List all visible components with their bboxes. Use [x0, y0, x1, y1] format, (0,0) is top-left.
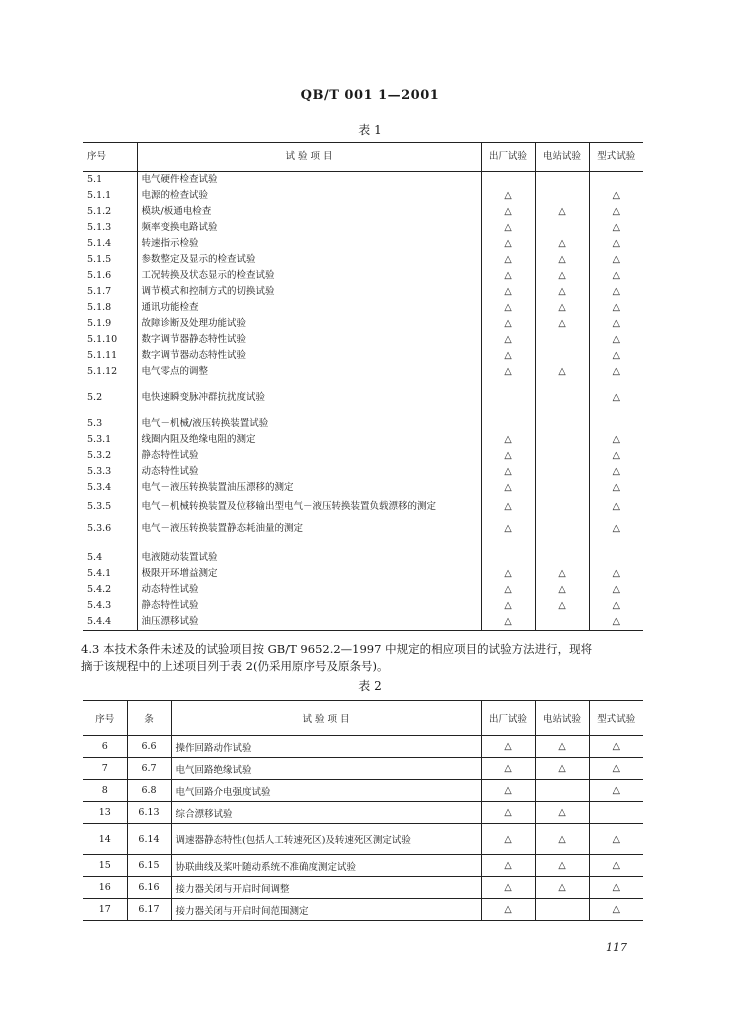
- row-factory-mark: △: [481, 582, 535, 598]
- table-row: [83, 582, 643, 598]
- row-type-mark: △: [589, 899, 643, 921]
- row-type-mark: △: [612, 482, 620, 493]
- row-number: 5.1.12: [83, 364, 137, 380]
- row-factory-mark: △: [481, 448, 535, 464]
- row-station-mark: [535, 518, 589, 540]
- row-clause: 6.8: [127, 780, 171, 802]
- row-factory-mark: △: [481, 877, 535, 899]
- row-number: 13: [83, 802, 127, 824]
- row-number: 5.1.9: [83, 316, 137, 332]
- row-type-mark: [589, 172, 643, 189]
- row-station-mark: [535, 496, 589, 518]
- row-factory-mark: △: [481, 518, 535, 540]
- row-type-mark: △: [612, 466, 620, 477]
- row-type-mark: △: [612, 318, 620, 329]
- table-row: [83, 824, 643, 855]
- row-factory-mark: [481, 390, 535, 406]
- row-type-mark: △: [612, 238, 620, 249]
- table1-caption: 表 1: [358, 123, 382, 137]
- row-type-mark: △: [612, 501, 620, 512]
- row-number: 5.4: [83, 550, 137, 566]
- row-factory-mark: △: [481, 220, 535, 236]
- row-item: 数字调节器静态特性试验: [137, 332, 481, 348]
- row-type-mark: △: [589, 780, 643, 802]
- row-number: 5.1.2: [83, 204, 137, 220]
- row-item: 频率变换电路试验: [137, 220, 481, 236]
- row-number: 5.1.8: [83, 300, 137, 316]
- row-station-mark: △: [535, 204, 589, 220]
- row-type-mark: △: [589, 877, 643, 899]
- table2-header-row: [83, 701, 643, 736]
- row-item: 电气回路绝缘试验: [171, 758, 481, 780]
- table-row: [83, 364, 643, 380]
- row-type-mark: △: [612, 206, 620, 217]
- row-item: 电气硬件检查试验: [137, 172, 481, 189]
- row-item: 电源的检查试验: [137, 188, 481, 204]
- row-station-mark: [535, 416, 589, 432]
- row-item: 故障诊断及处理功能试验: [137, 316, 481, 332]
- table-row: [83, 432, 643, 448]
- row-type-mark: [589, 416, 643, 432]
- clause-4-3-paragraph: [81, 641, 661, 675]
- row-clause: 6.16: [127, 877, 171, 899]
- row-item: 电气零点的调整: [137, 364, 481, 380]
- row-number: 5.4.4: [83, 614, 137, 631]
- row-station-mark: [535, 780, 589, 802]
- row-factory-mark: △: [481, 252, 535, 268]
- table-row: [83, 204, 643, 220]
- row-station-mark: [535, 464, 589, 480]
- row-factory-mark: △: [481, 284, 535, 300]
- row-item: 油压漂移试验: [137, 614, 481, 631]
- row-clause: 6.14: [127, 824, 171, 855]
- row-number: 5.3.3: [83, 464, 137, 480]
- row-factory-mark: △: [481, 598, 535, 614]
- row-station-mark: [535, 332, 589, 348]
- row-item: 电气－机械转换装置及位移输出型电气－液压转换装置负载漂移的测定: [137, 496, 481, 518]
- table-row: [83, 496, 643, 518]
- table-row: [83, 348, 643, 364]
- test-items-table-1: [83, 142, 643, 631]
- row-item: 接力器关闭与开启时间范围测定: [171, 899, 481, 921]
- row-station-mark: [535, 348, 589, 364]
- row-type-mark: △: [589, 824, 643, 855]
- row-number: 5.1.4: [83, 236, 137, 252]
- row-number: 5.1.5: [83, 252, 137, 268]
- row-number: 16: [83, 877, 127, 899]
- table-row: [83, 802, 643, 824]
- row-number: 6: [83, 736, 127, 758]
- row-station-mark: △: [535, 736, 589, 758]
- row-station-mark: △: [535, 566, 589, 582]
- row-station-mark: [535, 188, 589, 204]
- row-station-mark: △: [535, 582, 589, 598]
- row-item: 综合漂移试验: [171, 802, 481, 824]
- table-row: [83, 598, 643, 614]
- row-station-mark: △: [535, 316, 589, 332]
- row-station-mark: △: [535, 598, 589, 614]
- row-number: 5.1.6: [83, 268, 137, 284]
- row-clause: 6.17: [127, 899, 171, 921]
- table-row: [83, 252, 643, 268]
- row-number: 5.3.1: [83, 432, 137, 448]
- table-row: [83, 614, 643, 631]
- table1-col-type: 型式试验: [589, 143, 643, 172]
- row-factory-mark: △: [481, 614, 535, 631]
- row-station-mark: [535, 390, 589, 406]
- row-factory-mark: △: [481, 188, 535, 204]
- table-row: [83, 416, 643, 432]
- table-row: [83, 899, 643, 921]
- row-clause: 6.6: [127, 736, 171, 758]
- row-number: 5.3.6: [83, 518, 137, 540]
- row-station-mark: △: [535, 300, 589, 316]
- row-type-mark: △: [612, 568, 620, 579]
- row-item: 电气－机械/液压转换装置试验: [137, 416, 481, 432]
- row-factory-mark: △: [481, 780, 535, 802]
- row-number: 5.2: [83, 390, 137, 406]
- row-number: 5.3.2: [83, 448, 137, 464]
- row-type-mark: △: [589, 855, 643, 877]
- row-item: 模块/板通电检查: [137, 204, 481, 220]
- row-number: 17: [83, 899, 127, 921]
- table2-col-station: 电站试验: [535, 701, 589, 736]
- row-item: 电液随动装置试验: [137, 550, 481, 566]
- row-item: 极限开环增益测定: [137, 566, 481, 582]
- row-number: 5.4.1: [83, 566, 137, 582]
- row-item: 数字调节器动态特性试验: [137, 348, 481, 364]
- table-row: [83, 780, 643, 802]
- row-number: 5.4.3: [83, 598, 137, 614]
- row-item: 静态特性试验: [137, 448, 481, 464]
- page-number: 117: [606, 941, 627, 954]
- row-station-mark: △: [535, 284, 589, 300]
- table-row: [83, 736, 643, 758]
- row-factory-mark: △: [481, 758, 535, 780]
- row-type-mark: △: [612, 366, 620, 377]
- row-number: 5.1.1: [83, 188, 137, 204]
- row-factory-mark: △: [481, 855, 535, 877]
- row-item: 通讯功能检查: [137, 300, 481, 316]
- row-item: 电气－液压转换装置静态耗油量的测定: [137, 518, 481, 540]
- row-type-mark: [589, 802, 643, 824]
- row-factory-mark: [481, 172, 535, 189]
- table-row: [83, 284, 643, 300]
- row-factory-mark: △: [481, 824, 535, 855]
- row-factory-mark: △: [481, 300, 535, 316]
- table2-col-no: 序号: [83, 701, 127, 736]
- row-factory-mark: △: [481, 899, 535, 921]
- row-station-mark: [535, 899, 589, 921]
- row-clause: 6.13: [127, 802, 171, 824]
- row-station-mark: △: [535, 824, 589, 855]
- table-row: [83, 464, 643, 480]
- row-number: 5.1: [83, 172, 137, 189]
- row-item: 调节模式和控制方式的切换试验: [137, 284, 481, 300]
- row-station-mark: △: [535, 268, 589, 284]
- row-number: 15: [83, 855, 127, 877]
- row-number: 5.3: [83, 416, 137, 432]
- table-row: [83, 390, 643, 406]
- row-station-mark: [535, 550, 589, 566]
- row-number: 5.1.3: [83, 220, 137, 236]
- row-item: 工况转换及状态显示的检查试验: [137, 268, 481, 284]
- row-item: 电气－液压转换装置油压漂移的测定: [137, 480, 481, 496]
- table-row: [83, 518, 643, 540]
- row-type-mark: △: [589, 758, 643, 780]
- table1-spacer-row: [83, 380, 643, 390]
- row-type-mark: △: [612, 616, 620, 627]
- row-type-mark: △: [612, 523, 620, 534]
- row-station-mark: △: [535, 364, 589, 380]
- row-type-mark: △: [612, 302, 620, 313]
- row-item: 动态特性试验: [137, 464, 481, 480]
- row-item: 调速器静态特性(包括人工转速死区)及转速死区测定试验: [171, 824, 481, 855]
- standard-code-header: QB/T 001 1—2001: [300, 88, 440, 103]
- table2-col-type: 型式试验: [589, 701, 643, 736]
- row-item: 协联曲线及桨叶随动系统不准确度测定试验: [171, 855, 481, 877]
- row-item: 静态特性试验: [137, 598, 481, 614]
- row-number: 7: [83, 758, 127, 780]
- test-items-table-2: [83, 700, 643, 921]
- table-row: [83, 220, 643, 236]
- table2-col-item: 试 验 项 目: [171, 701, 481, 736]
- row-station-mark: [535, 614, 589, 631]
- row-factory-mark: △: [481, 464, 535, 480]
- row-type-mark: △: [612, 350, 620, 361]
- table1-spacer-row: [83, 540, 643, 550]
- table1-col-factory: 出厂试验: [481, 143, 535, 172]
- row-station-mark: △: [535, 802, 589, 824]
- row-factory-mark: △: [481, 496, 535, 518]
- row-station-mark: [535, 480, 589, 496]
- table-row: [83, 236, 643, 252]
- row-number: 8: [83, 780, 127, 802]
- row-station-mark: [535, 172, 589, 189]
- row-factory-mark: △: [481, 236, 535, 252]
- row-number: 5.1.11: [83, 348, 137, 364]
- row-type-mark: △: [612, 254, 620, 265]
- table-row: [83, 480, 643, 496]
- row-station-mark: △: [535, 877, 589, 899]
- table-row: [83, 172, 643, 189]
- row-factory-mark: [481, 416, 535, 432]
- row-type-mark: △: [612, 450, 620, 461]
- row-station-mark: △: [535, 252, 589, 268]
- row-type-mark: △: [612, 392, 620, 403]
- row-factory-mark: △: [481, 566, 535, 582]
- row-type-mark: △: [612, 600, 620, 611]
- row-item: 动态特性试验: [137, 582, 481, 598]
- row-item: 线圈内阻及绝缘电阻的测定: [137, 432, 481, 448]
- table2-col-clause: 条: [127, 701, 171, 736]
- row-factory-mark: △: [481, 802, 535, 824]
- row-item: 参数整定及显示的检查试验: [137, 252, 481, 268]
- row-station-mark: △: [535, 236, 589, 252]
- table-row: [83, 855, 643, 877]
- table-row: [83, 268, 643, 284]
- row-number: 5.3.5: [83, 496, 137, 518]
- table1-header-row: [83, 143, 643, 172]
- paragraph-line-2: 摘于该规程中的上述项目列于表 2(仍采用原序号及原条号)。: [81, 659, 389, 673]
- row-type-mark: △: [589, 736, 643, 758]
- row-factory-mark: △: [481, 268, 535, 284]
- row-number: 5.1.7: [83, 284, 137, 300]
- row-factory-mark: △: [481, 332, 535, 348]
- table2-col-factory: 出厂试验: [481, 701, 535, 736]
- table-row: [83, 300, 643, 316]
- row-type-mark: △: [612, 434, 620, 445]
- row-factory-mark: [481, 550, 535, 566]
- table-row: [83, 448, 643, 464]
- row-type-mark: [589, 550, 643, 566]
- row-station-mark: [535, 432, 589, 448]
- row-type-mark: △: [612, 270, 620, 281]
- row-number: 5.1.10: [83, 332, 137, 348]
- table-row: [83, 550, 643, 566]
- row-clause: 6.7: [127, 758, 171, 780]
- table1-col-station: 电站试验: [535, 143, 589, 172]
- row-number: 5.4.2: [83, 582, 137, 598]
- row-type-mark: △: [612, 584, 620, 595]
- row-number: 14: [83, 824, 127, 855]
- table-row: [83, 877, 643, 899]
- table1-col-item: 试 验 项 目: [137, 143, 481, 172]
- table1-spacer-row: [83, 406, 643, 416]
- row-type-mark: △: [612, 222, 620, 233]
- row-type-mark: △: [612, 334, 620, 345]
- row-item: 电快速瞬变脉冲群抗扰度试验: [137, 390, 481, 406]
- row-station-mark: △: [535, 758, 589, 780]
- row-station-mark: [535, 220, 589, 236]
- row-item: 转速指示检验: [137, 236, 481, 252]
- table-row: [83, 188, 643, 204]
- table-row: [83, 566, 643, 582]
- row-clause: 6.15: [127, 855, 171, 877]
- table-row: [83, 332, 643, 348]
- row-factory-mark: △: [481, 348, 535, 364]
- table1-col-no: 序号: [83, 143, 137, 172]
- row-factory-mark: △: [481, 432, 535, 448]
- row-station-mark: [535, 448, 589, 464]
- table-row: [83, 758, 643, 780]
- row-type-mark: △: [612, 190, 620, 201]
- row-number: 5.3.4: [83, 480, 137, 496]
- table-row: [83, 316, 643, 332]
- row-station-mark: △: [535, 855, 589, 877]
- row-factory-mark: △: [481, 736, 535, 758]
- row-factory-mark: △: [481, 480, 535, 496]
- row-factory-mark: △: [481, 204, 535, 220]
- row-item: 接力器关闭与开启时间调整: [171, 877, 481, 899]
- row-factory-mark: △: [481, 316, 535, 332]
- row-item: 操作回路动作试验: [171, 736, 481, 758]
- paragraph-line-1: 4.3 本技术条件未述及的试验项目按 GB/T 9652.2—1997 中规定的相应项目的试验方法进行，现将: [81, 642, 593, 656]
- table2-caption: 表 2: [358, 679, 382, 693]
- row-type-mark: △: [612, 286, 620, 297]
- row-item: 电气回路介电强度试验: [171, 780, 481, 802]
- row-factory-mark: △: [481, 364, 535, 380]
